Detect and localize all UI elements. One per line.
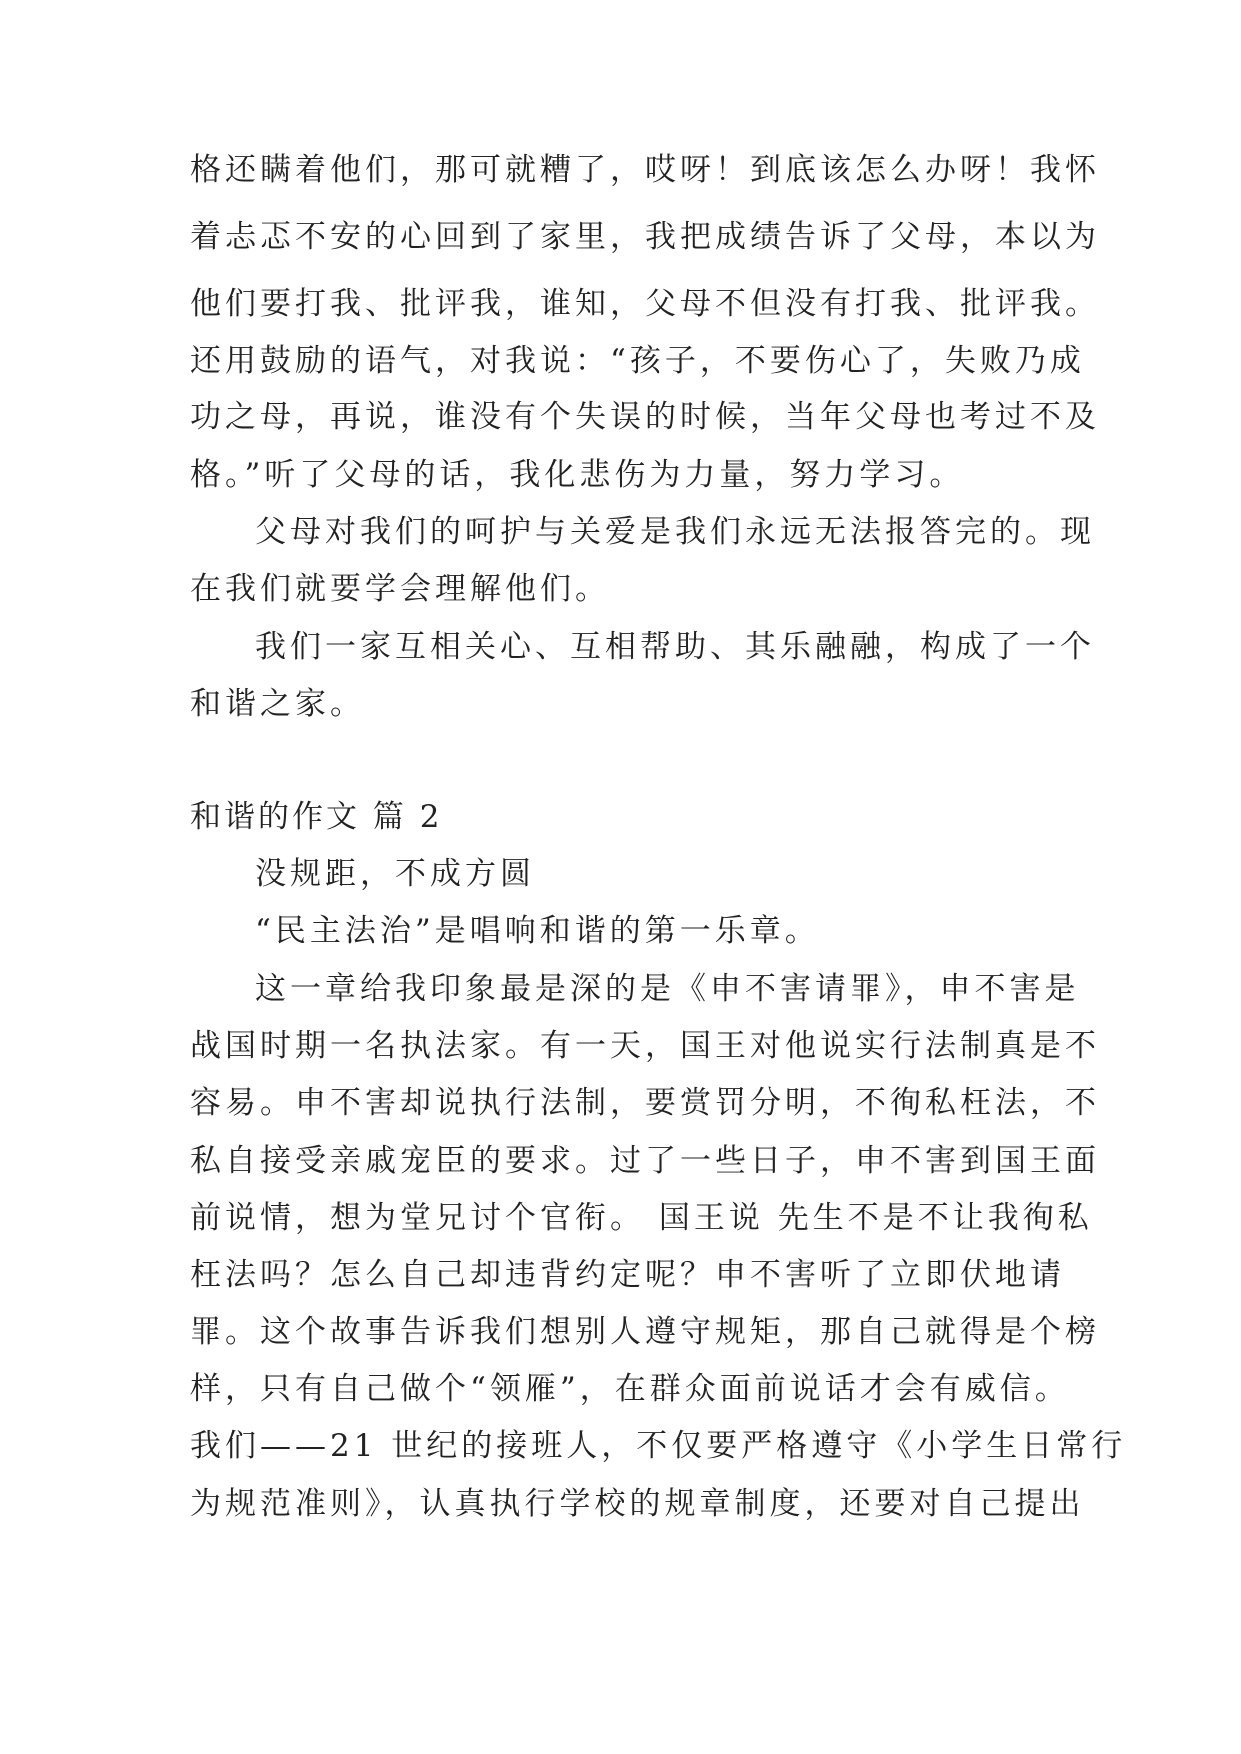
- paragraph-line: 枉法吗？怎么自己却违背约定呢？申不害听了立即伏地请: [190, 1257, 1065, 1293]
- paragraph-line: 着忐忑不安的心回到了家里，我把成绩告诉了父母，本以为: [190, 219, 1100, 255]
- section-heading: 和谐的作文 篇 2: [190, 799, 443, 835]
- paragraph-line: 我们——21 世纪的接班人，不仅要严格遵守《小学生日常行: [190, 1428, 1127, 1464]
- paragraph-line: 格还瞒着他们，那可就糟了，哎呀！到底该怎么办呀！我怀: [190, 152, 1100, 188]
- subtitle: 没规距，不成方圆: [255, 856, 535, 892]
- paragraph-line: 前说情，想为堂兄讨个官衔。 国王说 先生不是不让我徇私: [190, 1200, 1093, 1236]
- paragraph-line: 他们要打我、批评我，谁知，父母不但没有打我、批评我。: [190, 286, 1100, 322]
- paragraph-line: 私自接受亲戚宠臣的要求。过了一些日子，申不害到国王面: [190, 1143, 1100, 1179]
- paragraph-line: 为规范准则》，认真执行学校的规章制度，还要对自己提出: [190, 1486, 1085, 1522]
- paragraph-line: 父母对我们的呵护与关爱是我们永远无法报答完的。现: [255, 514, 1095, 550]
- paragraph-line: 战国时期一名执法家。有一天，国王对他说实行法制真是不: [190, 1028, 1100, 1064]
- paragraph-line: 样，只有自己做个“领雁”，在群众面前说话才会有威信。: [190, 1371, 1070, 1407]
- paragraph-line: 在我们就要学会理解他们。: [190, 571, 610, 607]
- paragraph-line: “民主法治”是唱响和谐的第一乐章。: [255, 913, 820, 949]
- paragraph-line: 和谐之家。: [190, 686, 365, 722]
- paragraph-line: 容易。申不害却说执行法制，要赏罚分明，不徇私枉法，不: [190, 1085, 1100, 1121]
- paragraph-line: 格。”听了父母的话，我化悲伤为力量，努力学习。: [190, 457, 965, 493]
- paragraph-line: 我们一家互相关心、互相帮助、其乐融融，构成了一个: [255, 629, 1095, 665]
- paragraph-line: 功之母，再说，谁没有个失误的时候，当年父母也考过不及: [190, 399, 1100, 435]
- paragraph-line: 罪。这个故事告诉我们想别人遵守规矩，那自己就得是个榜: [190, 1314, 1100, 1350]
- paragraph-line: 这一章给我印象最是深的是《申不害请罪》，申不害是: [255, 971, 1080, 1007]
- paragraph-line: 还用鼓励的语气，对我说：“孩子，不要伤心了，失败乃成: [190, 343, 1085, 379]
